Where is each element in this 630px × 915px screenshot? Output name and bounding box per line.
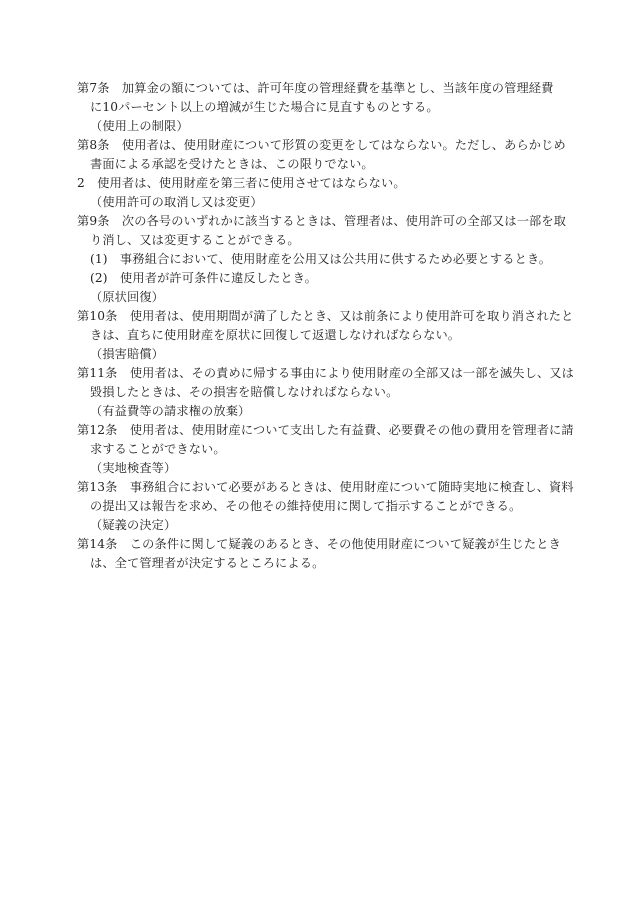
document-line: （疑義の決定） bbox=[90, 518, 177, 532]
document-line: 第8条 使用者は、使用財産について形質の変更をしてはならない。ただし、あらかじめ bbox=[77, 138, 566, 152]
document-line: 求することができない。 bbox=[90, 442, 226, 456]
document-line: （有益費等の請求権の放棄） bbox=[90, 404, 251, 418]
document-line: （損害賠償） bbox=[90, 347, 165, 361]
document-line: 毀損したときは、その損害を賠償しなければならない。 bbox=[90, 385, 399, 399]
document-line: に10パーセント以上の増減が生じた場合に見直すものとする。 bbox=[90, 100, 439, 114]
document-line: 第11条 使用者は、その責めに帰する事由により使用財産の全部又は一部を滅失し、又は bbox=[77, 366, 574, 380]
document-line: 第9条 次の各号のいずれかに該当するときは、管理者は、使用許可の全部又は一部を取 bbox=[77, 214, 567, 228]
document-line: 第7条 加算金の額については、許可年度の管理経費を基準とし、当該年度の管理経費 bbox=[77, 81, 554, 95]
document-line: （使用許可の取消し又は変更） bbox=[90, 195, 263, 209]
document-line: きは、直ちに使用財産を原状に回復して返還しなければならない。 bbox=[90, 328, 461, 342]
document-line: は、全て管理者が決定するところによる。 bbox=[90, 556, 325, 570]
document-line: 書面による承認を受けたときは、この限りでない。 bbox=[90, 157, 374, 171]
document-line: 第14条 この条件に関して疑義のあるとき、その他使用財産について疑義が生じたとき bbox=[77, 537, 561, 551]
document-line: (1) 事務組合において、使用財産を公用又は公共用に供するため必要とするとき。 bbox=[90, 252, 552, 266]
document-line: （実地検査等） bbox=[90, 461, 177, 475]
document-line: (2) 使用者が許可条件に違反したとき。 bbox=[90, 271, 317, 285]
document-line: （使用上の制限） bbox=[90, 119, 189, 133]
document-line: 第13条 事務組合において必要があるときは、使用財産について随時実地に検査し、資料 bbox=[77, 480, 574, 494]
document-line: 第10条 使用者は、使用期間が満了したとき、又は前条により使用許可を取り消されたと bbox=[77, 309, 574, 323]
document-line: 第12条 使用者は、使用財産について支出した有益費、必要費その他の費用を管理者に請 bbox=[77, 423, 574, 437]
document-line: （原状回復） bbox=[90, 290, 165, 304]
document-line: り消し、又は変更することができる。 bbox=[90, 233, 300, 247]
document-line: の提出又は報告を求め、その他その維持使用に関して指示することができる。 bbox=[90, 499, 522, 513]
document-page bbox=[77, 79, 574, 573]
document-line: 2 使用者は、使用財産を第三者に使用させてはならない。 bbox=[77, 176, 406, 190]
